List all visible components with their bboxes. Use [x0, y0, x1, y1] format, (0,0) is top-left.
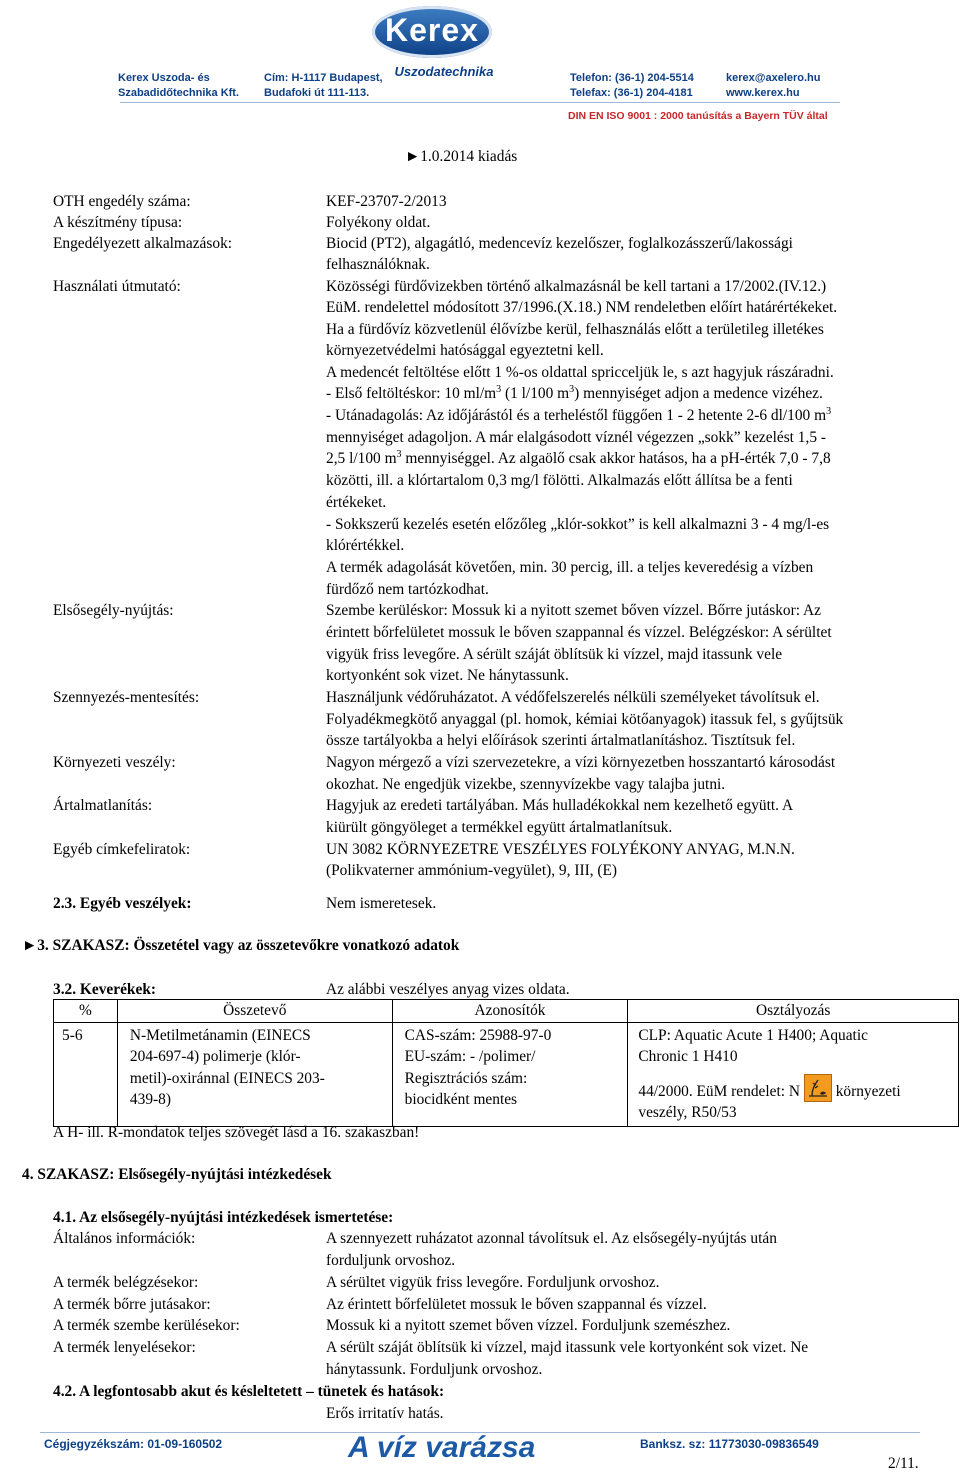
env-label: Környezeti veszély: [53, 754, 176, 771]
oth-label: OTH engedély száma: [53, 193, 191, 210]
table-header-row [54, 1000, 959, 1023]
usage-text: ) mennyiséget adjon a medence vizéhez. [574, 385, 823, 402]
apps-value-2: felhasználóknak. [326, 256, 430, 273]
general-label: Általános információk: [53, 1230, 196, 1247]
skin-value: Az érintett bőrfelületet mossuk le bőven szappannal és vízzel. [326, 1296, 707, 1313]
classification-line [638, 1074, 952, 1103]
col-header-component: Összetevő [117, 1000, 392, 1023]
classification-line: Chronic 1 H410 [638, 1048, 738, 1066]
usage-line: A medencét feltöltése előtt 1 %-os oldattal spricceljük le, s azt hagyjuk rászáradni. [326, 364, 834, 381]
table-row [54, 1022, 959, 1126]
identifier-line: CAS-szám: 25988-97-0 [404, 1026, 552, 1044]
usage-text: - Első feltöltéskor: 10 ml/m [326, 385, 497, 402]
phone: Telefon: (36-1) 204-5514 [570, 72, 694, 84]
component-line: 204-697-4) polimerje (klór- [129, 1048, 301, 1066]
env-line: Nagyon mérgező a vízi szervezetekre, a vízi környezetben hosszantartó károsodást [326, 754, 836, 771]
superscript: 3 [569, 383, 575, 395]
usage-line: Közösségi fürdővizekben történő alkalmazásnál be kell tartani a 17/2002.(IV.12.) [326, 278, 827, 295]
ingestion-line: hánytassunk. Forduljunk orvoshoz. [326, 1361, 543, 1378]
inhalation-label: A termék belégzésekor: [53, 1274, 199, 1291]
eye-value: Mossuk ki a nyitott szemet bőven vízzel. Forduljunk szemészhez. [326, 1317, 731, 1334]
classification-line: CLP: Aquatic Acute 1 H400; Aquatic [638, 1026, 868, 1044]
disposal-line: Hagyjuk az eredeti tartályában. Más hulladékokkal nem kezelhető együtt. A [326, 797, 794, 814]
company-registration: Cégjegyzékszám: 01-09-160502 [44, 1437, 223, 1451]
hazards-value: Nem ismeretesek. [326, 895, 437, 912]
identifier-line: Regisztrációs szám: [404, 1069, 528, 1087]
cell-component [117, 1022, 392, 1126]
col-header-identifiers: Azonosítók [392, 1000, 628, 1023]
superscript: 3 [496, 383, 502, 395]
other-label: Egyéb címkefeliratok: [53, 841, 191, 858]
environment-hazard-icon [804, 1074, 832, 1102]
usage-line-refill [326, 405, 939, 427]
usage-line: mennyiséget adagoljon. A már elalgásodott víznél végezzen „sokk” kezelést 1,5 - [326, 429, 827, 446]
section-4-title: 4. SZAKASZ: Elsősegély-nyújtási intézkedések [22, 1166, 332, 1183]
table-note: A H- ill. R-mondatok teljes szövegét lásd a 16. szakaszban! [53, 1124, 420, 1141]
usage-line-shock [326, 448, 939, 470]
usage-line: környezetvédelmi hatósággal egyeztetni kell. [326, 342, 604, 359]
col-header-percent: % [54, 1000, 118, 1023]
type-label: A készítmény típusa: [53, 214, 183, 231]
usage-line: - Sokkszerű kezelés esetén előzőleg „klór-sokkot” is kell alkalmazni 3 - 4 mg/l-es [326, 516, 830, 533]
usage-text: 2,5 l/100 m [326, 450, 397, 467]
usage-line: értékeket. [326, 494, 387, 511]
classification-line: veszély, R50/53 [638, 1104, 737, 1122]
section-3-title: ►3. SZAKASZ: Összetétel vagy az összetevőkre vonatkozó adatok [22, 937, 460, 954]
address-line-2: Budafoki út 111-113. [264, 87, 370, 99]
spill-line: Folyadékmegkötő anyaggal (pl. homok, kémiai kötőanyagok) itassuk fel, s gyűjtsük [326, 711, 844, 728]
address-line-1: Cím: H-1117 Budapest, [264, 72, 383, 84]
inhalation-value: A sérültet vigyük friss levegőre. Forduljunk orvoshoz. [326, 1274, 660, 1291]
usage-text: (1 l/100 m [501, 385, 570, 402]
firstaid-line: kortyonként sok vizet. Ne hánytassunk. [326, 667, 569, 684]
firstaid-label: Elsősegély-nyújtás: [53, 602, 174, 619]
identifier-line: EU-szám: - /polimer/ [404, 1048, 536, 1066]
eye-label: A termék szembe kerülésekor: [53, 1317, 240, 1334]
disposal-label: Ártalmatlanítás: [53, 797, 153, 814]
cell-classification [628, 1022, 959, 1126]
firstaid-line: Szembe kerüléskor: Mossuk ki a nyitott szemet bőven vízzel. Bőrre jutáskor: Az [326, 602, 821, 619]
apps-value-1: Biocid (PT2), algagátló, medencevíz kezelőszer, foglalkozásszerű/lakossági [326, 235, 793, 252]
spill-line: össze tartályokba a helyi előírások szerinti ártalmatlanításhoz. Tisztítsuk fel. [326, 732, 796, 749]
subsection-4-1: 4.1. Az elsősegély-nyújtási intézkedések ismertetése: [53, 1209, 394, 1226]
usage-line: klórértékkel. [326, 537, 405, 554]
usage-label: Használati útmutató: [53, 278, 181, 295]
spill-label: Szennyezés-mentesítés: [53, 689, 200, 706]
composition-table [53, 999, 959, 1127]
cell-identifiers [392, 1022, 628, 1126]
type-value: Folyékony oldat. [326, 214, 431, 231]
logo-subtitle: Uszodatechnika [394, 64, 494, 79]
subsection-4-2: 4.2. A legfontosabb akut és késleltetett – tünetek és hatások: [53, 1383, 445, 1400]
usage-text: - Utánadagolás: Az időjárástól és a terheléstől függően 1 - 2 hetente 2-6 dl/100 m [326, 407, 827, 424]
ingestion-label: A termék lenyelésekor: [53, 1339, 196, 1356]
usage-line: fürdőző nem tartózkodhat. [326, 581, 489, 598]
bank-account: Banksz. sz: 11773030-09836549 [640, 1437, 819, 1451]
general-line: forduljunk orvoshoz. [326, 1252, 456, 1269]
classification-text: környezeti [835, 1082, 901, 1100]
firstaid-line: érintett bőrfelületet mossuk le bőven szappannal és vízzel. Belégzéskor: A sérültet [326, 624, 832, 641]
website: www.kerex.hu [726, 87, 800, 99]
superscript: 3 [396, 448, 402, 460]
component-line: metil)-oxiránnal (EINECS 203- [129, 1069, 325, 1087]
edition: ►1.0.2014 kiadás [405, 148, 518, 165]
classification-text: 44/2000. EüM rendelet: N [638, 1082, 800, 1100]
logo-text: Kerex [385, 12, 479, 48]
mixture-value: Az alábbi veszélyes anyag vizes oldata. [326, 981, 570, 998]
superscript: 3 [826, 405, 832, 417]
hazards-label: 2.3. Egyéb veszélyek: [53, 895, 192, 912]
footer-slogan: A víz varázsa [348, 1431, 536, 1464]
usage-line: Ha a fürdővíz közvetlenül élővízbe kerül, felhasználás előtt a területileg illetékes [326, 321, 824, 338]
company-logo [372, 6, 492, 62]
disposal-line: kiürült göngyöleget a termékkel együtt ártalmatlanítsuk. [326, 819, 673, 836]
col-header-classification: Osztályozás [628, 1000, 959, 1023]
subsection-4-2-value: Erős irritatív hatás. [326, 1405, 444, 1422]
mixture-label: 3.2. Keverékek: [53, 981, 157, 998]
din-certification: DIN EN ISO 9001 : 2000 tanúsítás a Bayern TÜV által [568, 110, 828, 122]
env-line: okozhat. Ne engedjük vizekbe, szennyvízekbe vagy talajba jutni. [326, 776, 726, 793]
company-name-1: Kerex Uszoda- és [118, 72, 210, 84]
apps-label: Engedélyezett alkalmazások: [53, 235, 233, 252]
usage-line-first-fill [326, 383, 939, 405]
other-line: (Polikvaterner ammónium-vegyület), 9, III, (E) [326, 862, 618, 879]
ingestion-line: A sérült száját öblítsük ki vízzel, majd itassunk vele kortyonként sok vizet. Ne [326, 1339, 809, 1356]
usage-line: EüM. rendelettel módosított 37/1996.(X.18.) NM rendeletben előírt határértékeket. [326, 299, 838, 316]
other-line: UN 3082 KÖRNYEZETRE VESZÉLYES FOLYÉKONY ANYAG, M.N.N. [326, 841, 795, 858]
email: kerex@axelero.hu [726, 72, 821, 84]
firstaid-line: vigyük friss levegőre. A sérült száját öblítsük ki vízzel, majd itassunk vele [326, 646, 783, 663]
header-rule [120, 102, 840, 103]
skin-label: A termék bőrre jutásakor: [53, 1296, 211, 1313]
usage-text: mennyiséggel. Az algaölő csak akkor hatásos, ha a pH-érték 7,0 - 7,8 [401, 450, 831, 467]
component-line: N-Metilmetánamin (EINECS [129, 1026, 311, 1044]
cell-percent: 5-6 [54, 1022, 118, 1126]
usage-line: A termék adagolását követően, min. 30 percig, ill. a teljes keveredésig a vízben [326, 559, 814, 576]
general-line: A szennyezett ruházatot azonnal távolítsuk el. Az elsősegély-nyújtás után [326, 1230, 777, 1247]
usage-line: közötti, ill. a klórtartalom 0,3 mg/l fölötti. Alkalmazás előtt állítsa be a fenti [326, 472, 793, 489]
identifier-line: biocidként mentes [404, 1091, 518, 1109]
fax: Telefax: (36-1) 204-4181 [570, 87, 693, 99]
page-number: 2/11. [888, 1455, 919, 1472]
company-name-2: Szabadidőtechnika Kft. [118, 87, 240, 99]
spill-line: Használjunk védőruházatot. A védőfelszerelés nélküli személyeket távolítsuk el. [326, 689, 820, 706]
component-line: 439-8) [129, 1091, 171, 1109]
oth-value: KEF-23707-2/2013 [326, 193, 447, 210]
